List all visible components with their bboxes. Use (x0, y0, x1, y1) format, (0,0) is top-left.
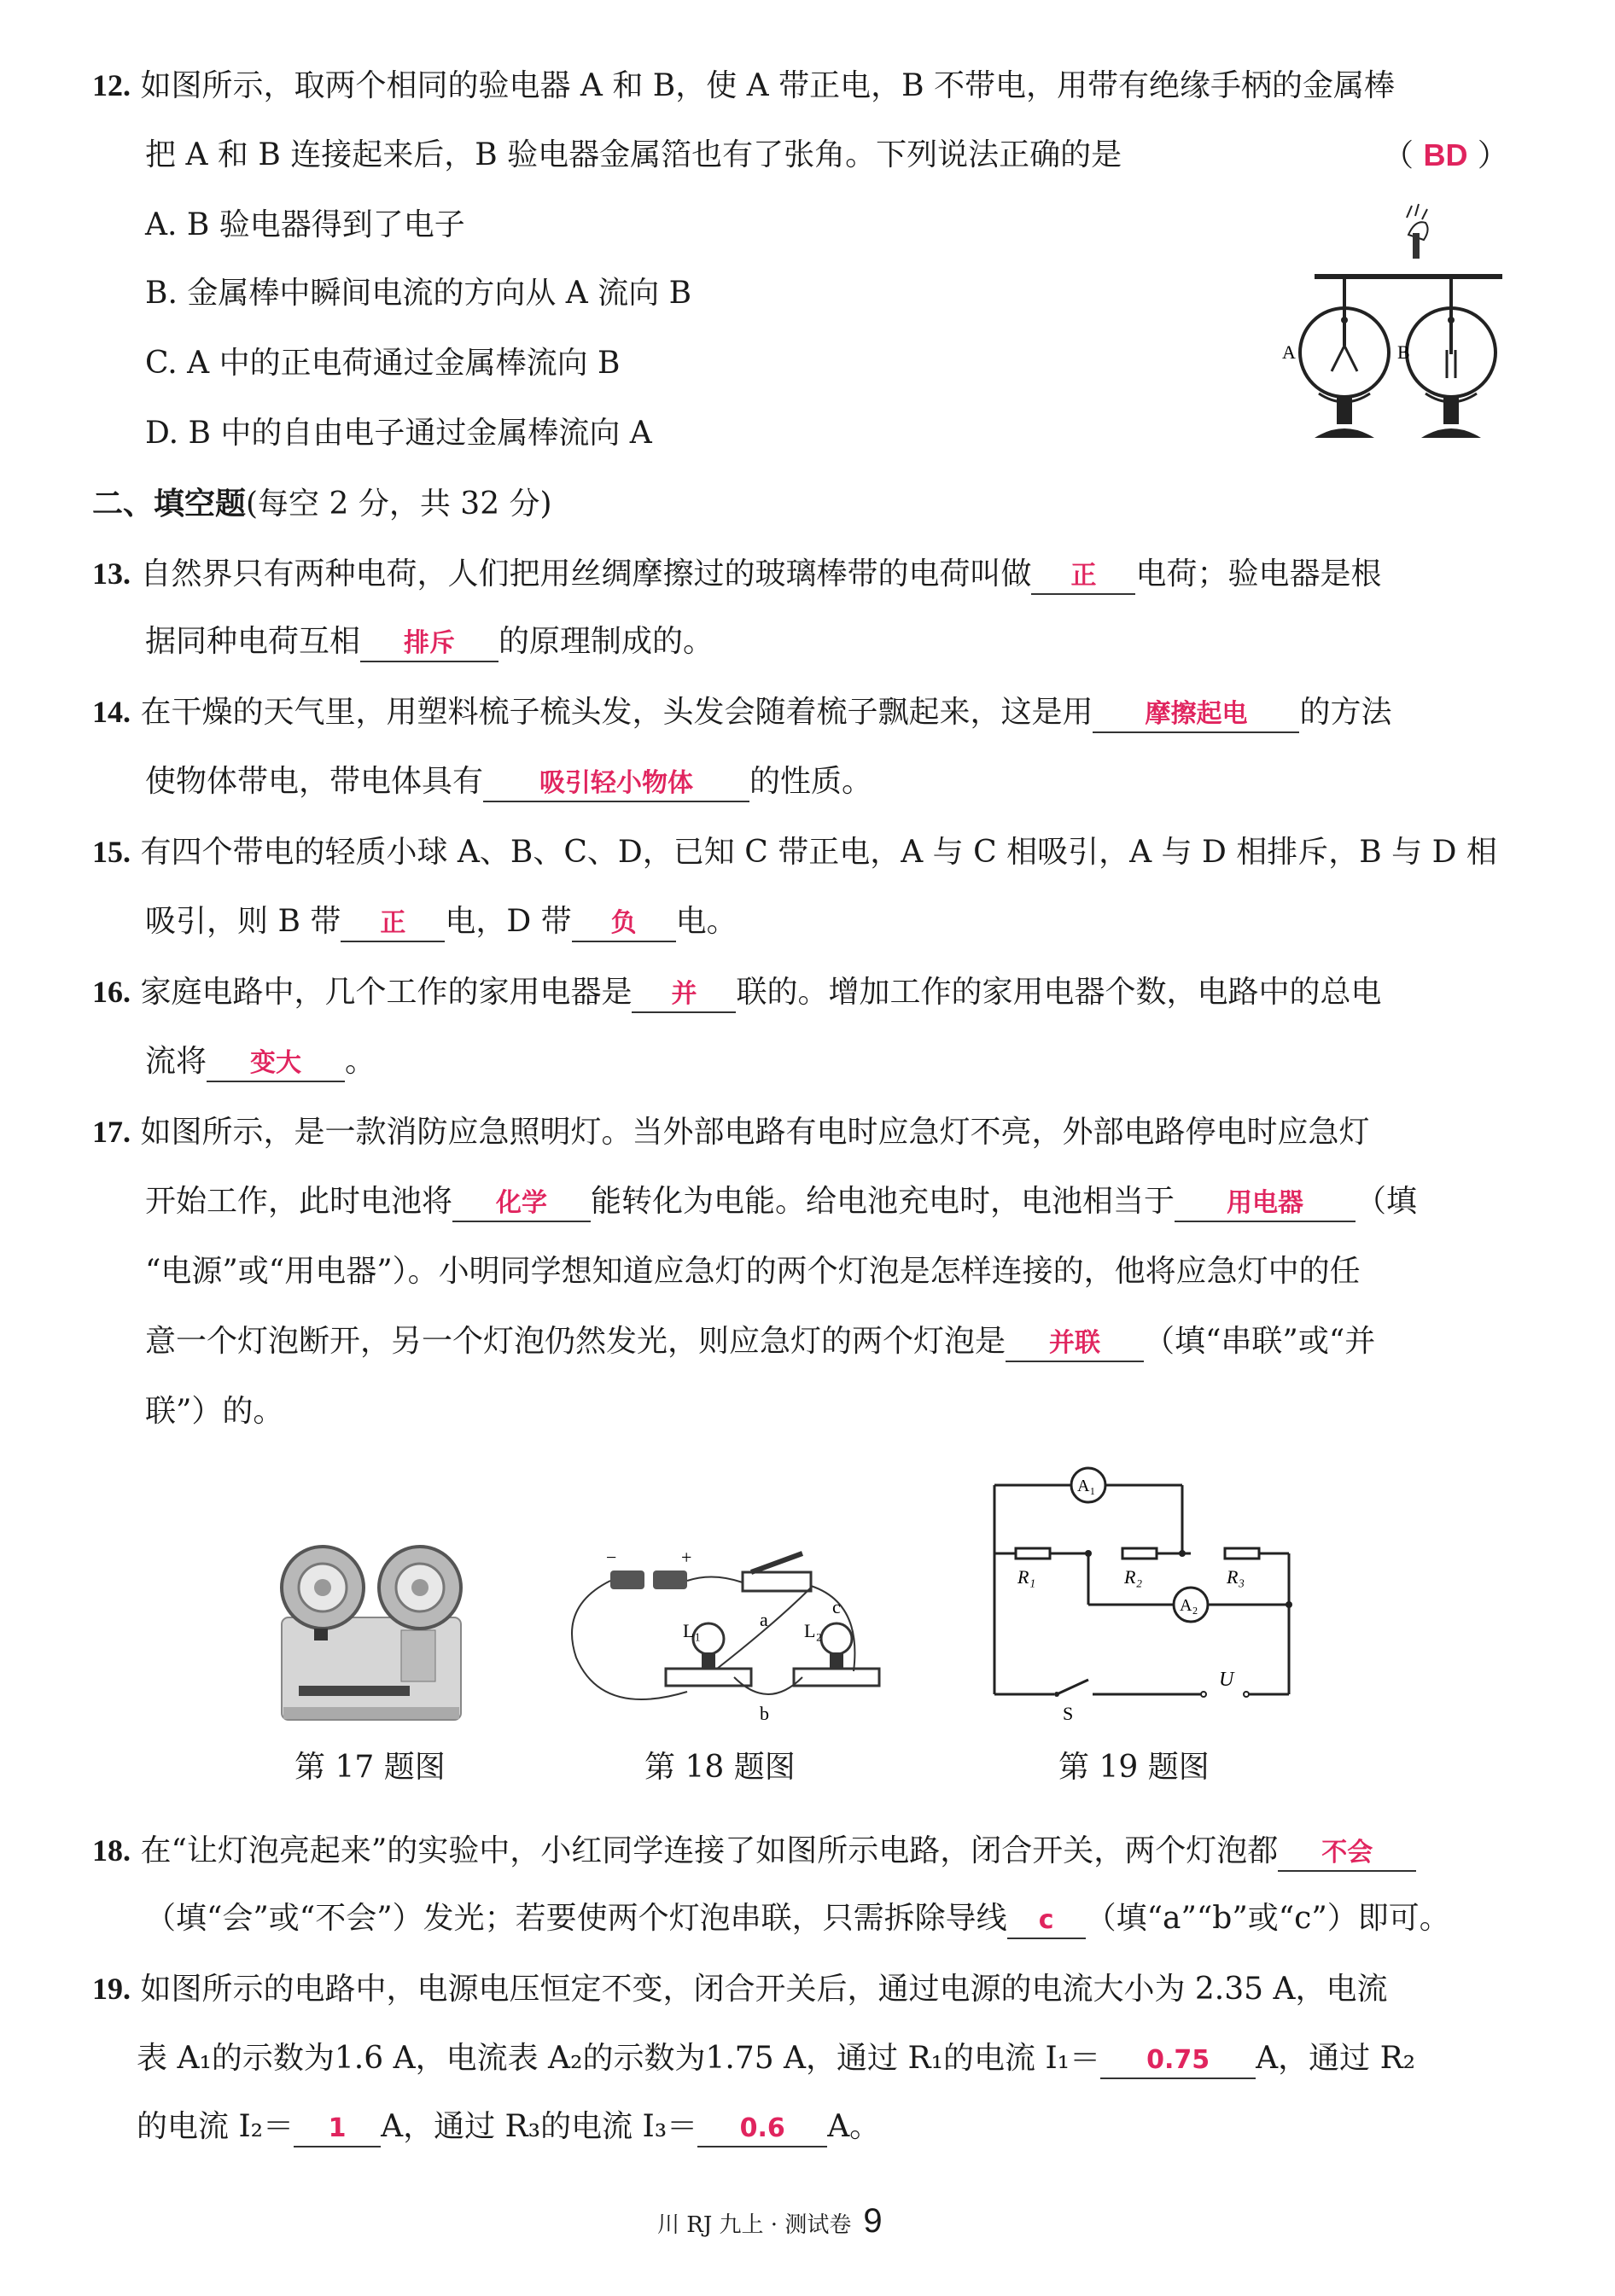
q17-text2: 开始工作，此时电池将 (145, 1184, 453, 1219)
svg-text:R₁: R₁ (1017, 1566, 1036, 1588)
q13-line1 (92, 555, 1381, 595)
fig18-caption: 第 18 题图 (644, 1750, 796, 1785)
q14-line2 (145, 763, 872, 802)
q19-text2: 表 A₁的示数为1.6 A，电流表 A₂的示数为1.75 A，通过 R₁的电流 I₁＝ (137, 2041, 1101, 2076)
q19-text4: 的电流 I₂＝ (137, 2109, 294, 2144)
q16-blank2: 变大 (207, 1046, 345, 1082)
q17-text6: 意一个灯泡断开，另一个灯泡仍然发光，则应急灯的两个灯泡是 (145, 1324, 1006, 1359)
q12-option-c: C. A 中的正电荷通过金属棒流向 B (145, 346, 621, 381)
q17-text3: 能转化为电能。给电池充电时，电池相当于 (591, 1184, 1175, 1219)
q18-blank1: 不会 (1278, 1836, 1416, 1872)
svg-text:L₁: L₁ (683, 1620, 702, 1641)
svg-text:R₃: R₃ (1227, 1566, 1245, 1588)
q14-blank2: 吸引轻小物体 (483, 766, 749, 802)
q13-blank2: 排斥 (360, 626, 498, 662)
svg-text:+: + (681, 1547, 692, 1568)
svg-text:U: U (1219, 1669, 1234, 1691)
q17-text1: 如图所示，是一款消防应急照明灯。当外部电路有电时应急灯不亮，外部电路停电时应急灯 (140, 1115, 1370, 1150)
q17-blank1: 化学 (452, 1186, 591, 1222)
bulb-holder-1 (666, 1669, 751, 1686)
resistor-r1 (1016, 1548, 1050, 1559)
q15-blank1: 正 (341, 906, 445, 942)
q17-text4: （填 (1356, 1184, 1418, 1219)
page-footer (657, 2202, 883, 2241)
q17-blank3: 并联 (1006, 1326, 1144, 1362)
q15-blank2: 负 (572, 906, 676, 942)
q16-text2: 联的。增加工作的家用电器个数，电路中的总电 (736, 975, 1382, 1010)
footer-text: 川 RJ 九上 · 测试卷 (657, 2212, 852, 2238)
q16-line2 (145, 1043, 376, 1082)
section2-title: 二、填空题 (92, 486, 247, 522)
q19-line2 (137, 2040, 1415, 2079)
q17-line5 (145, 1393, 283, 1431)
q19-blank2: 1 (294, 2112, 381, 2147)
q15-line2 (145, 903, 738, 942)
section2-heading (92, 485, 552, 523)
svg-text:a: a (760, 1609, 768, 1630)
switch-base (743, 1572, 811, 1591)
page-number: 9 (863, 2202, 883, 2240)
bulb-holder-2 (794, 1669, 879, 1686)
q18-text3: （填“a”“b”或“c”）即可。 (1085, 1901, 1450, 1936)
q17-text8: 联”）的。 (145, 1394, 284, 1429)
q13-text1: 自然界只有两种电荷，人们把用丝绸摩擦过的玻璃棒带的电荷叫做 (140, 557, 1032, 591)
battery-2 (653, 1570, 687, 1589)
q17-blank2: 用电器 (1175, 1186, 1356, 1222)
q16-text4: 。 (345, 1044, 376, 1079)
q18-line2 (145, 1900, 1450, 1939)
fig19-caption: 第 19 题图 (1058, 1750, 1210, 1785)
fig17-emergency-light (273, 1536, 469, 1724)
q17-text7: （填“串联”或“并 (1144, 1324, 1376, 1359)
battery-1 (610, 1570, 644, 1589)
q13-blank1: 正 (1031, 559, 1135, 595)
q12-answer: BD (1423, 137, 1468, 172)
q14-text2: 的方法 (1299, 695, 1392, 730)
q15-text1: 有四个带电的轻质小球 A、B、C、D，已知 C 带正电，A 与 C 相吸引，A 与 D 相排斥，B 与 D 相 (140, 835, 1497, 870)
svg-text:L₂: L₂ (804, 1620, 823, 1641)
q17-line4 (145, 1323, 1375, 1362)
fig18-bulb-circuit (563, 1528, 905, 1724)
q14-text1: 在干燥的天气里，用塑料梳子梳头发，头发会随着梳子飘起来，这是用 (140, 695, 1093, 730)
q16-number: 16. (92, 975, 131, 1009)
q14-text3: 使物体带电，带电体具有 (145, 764, 484, 799)
q19-text3: A，通过 R₂ (1256, 2041, 1416, 2076)
q19-line3 (137, 2108, 880, 2147)
q13-text3: 据同种电荷互相 (145, 624, 361, 659)
q19-text5: A，通过 R₃的电流 I₃＝ (381, 2109, 698, 2144)
q19-line1 (92, 1970, 1388, 2008)
q12-line1 (92, 67, 1395, 105)
q12-answer-bracket: （ BD ） (1383, 137, 1508, 173)
resistor-r3 (1225, 1548, 1259, 1559)
q14-number: 14. (92, 695, 131, 729)
q15-text3: 电，D 带 (445, 904, 572, 939)
q19-text1: 如图所示的电路中，电源电压恒定不变，闭合开关后，通过电源的电流大小为 2.35 A，电流 (140, 1972, 1388, 2007)
q18-blank2: c (1007, 1903, 1086, 1939)
metal-rod (1315, 274, 1502, 279)
q18-line1 (92, 1832, 1416, 1872)
wire-b (734, 1677, 802, 1694)
section2-note: (每空 2 分，共 32 分) (246, 487, 552, 522)
q12-option-a: A. B 验电器得到了电子 (145, 207, 465, 242)
q19-text6: A。 (827, 2109, 881, 2144)
q19-blank3: 0.6 (697, 2112, 827, 2147)
q19-blank1: 0.75 (1100, 2043, 1256, 2079)
q17-number: 17. (92, 1115, 131, 1149)
svg-text:S: S (1063, 1703, 1074, 1724)
q12-line2 (145, 137, 1122, 174)
fig19-resistor-circuit (982, 1460, 1306, 1733)
q17-line1 (92, 1113, 1369, 1151)
q15-line1 (92, 833, 1497, 871)
q12-option-d: D. B 中的自由电子通过金属棒流向 A (145, 416, 652, 451)
q15-number: 15. (92, 835, 131, 869)
fig17-caption: 第 17 题图 (294, 1750, 446, 1785)
q17-line2 (145, 1183, 1417, 1222)
label-a: A (1282, 341, 1296, 363)
bulb-l2-icon (821, 1623, 852, 1654)
q17-text5: “电源”或“用电器”）。小明同学想知道应急灯的两个灯泡是怎样连接的，他将应急灯中的任 (145, 1254, 1361, 1289)
resistor-r2 (1122, 1548, 1157, 1559)
q16-line1 (92, 973, 1381, 1013)
svg-text:R₂: R₂ (1124, 1566, 1143, 1588)
q13-text2: 电荷；验电器是根 (1135, 557, 1382, 591)
q14-text4: 的性质。 (749, 764, 873, 799)
q15-text2: 吸引，则 B 带 (145, 904, 341, 939)
q12-stem-part2: 把 A 和 B 连接起来后，B 验电器金属箔也有了张角。下列说法正确的是 (145, 137, 1122, 172)
q15-text4: 电。 (675, 904, 738, 939)
q18-text1: 在“让灯泡亮起来”的实验中，小红同学连接了如图所示电路，闭合开关，两个灯泡都 (140, 1833, 1279, 1868)
q12-option-b: B. 金属棒中瞬间电流的方向从 A 流向 B (145, 276, 692, 311)
switch-icon (751, 1553, 802, 1572)
q16-blank1: 并 (632, 977, 736, 1013)
label-b: B (1397, 341, 1410, 363)
q14-line1 (92, 693, 1391, 733)
svg-text:A₂: A₂ (1180, 1596, 1198, 1615)
q14-blank1: 摩擦起电 (1093, 697, 1299, 733)
q18-number: 18. (92, 1833, 131, 1868)
q19-number: 19. (92, 1972, 131, 2006)
q18-text2: （填“会”或“不会”）发光；若要使两个灯泡串联，只需拆除导线 (145, 1901, 1007, 1936)
q17-line3 (145, 1253, 1361, 1291)
q13-line2 (145, 623, 714, 662)
svg-text:A₁: A₁ (1077, 1477, 1096, 1495)
q13-number: 13. (92, 557, 131, 591)
svg-text:b: b (760, 1703, 769, 1724)
svg-text:−: − (606, 1547, 617, 1568)
q12-number: 12. (92, 68, 131, 102)
q16-text1: 家庭电路中，几个工作的家用电器是 (140, 975, 633, 1010)
q13-text4: 的原理制成的。 (498, 624, 714, 659)
q12-electroscope-figure (1280, 201, 1511, 448)
q16-text3: 流将 (145, 1044, 207, 1079)
q12-stem-part1: 如图所示，取两个相同的验电器 A 和 B，使 A 带正电，B 不带电，用带有绝缘手柄的金属棒 (140, 68, 1396, 103)
svg-text:c: c (832, 1596, 841, 1617)
